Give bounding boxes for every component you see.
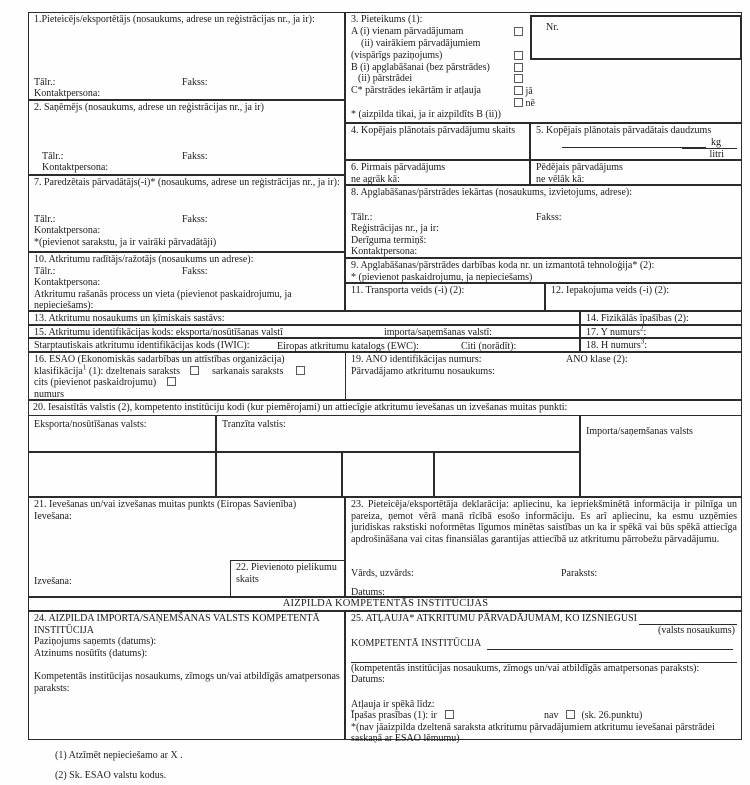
box-12-title: 12. Iepakojuma veids (-i) (2): [551, 285, 670, 296]
box-8-title: 8. Apglabāšanas/pārstrādes iekārtas (nosaukums, izvietojums, adrese): [351, 187, 633, 198]
box-3-title: 3. Pieteikums (1): [351, 14, 423, 25]
box-18-h-number [580, 338, 742, 352]
box-8-phone-row [351, 212, 737, 224]
box-5-total-quantity [530, 123, 742, 160]
quantity-litri-row [536, 148, 737, 161]
fax-label: Fakss: [182, 265, 208, 277]
box-25-title: 25. ATĻAUJA* ATKRITUMU PĀRVADĀJUMAM, KO IZSNIEGUSI [351, 613, 637, 624]
first-shipment-label: 6. Pirmais pārvadājums [351, 162, 446, 173]
option-recovery-label: (ii) pārstrādei [358, 73, 413, 85]
box-16-oecd [28, 352, 346, 400]
checkbox-permit-no [514, 98, 523, 107]
special-requirements-label: Īpašas prasības (1): ir [351, 710, 437, 721]
signature-label: Paraksts: [561, 568, 598, 579]
box-25-title-row [351, 613, 737, 625]
fax-label: Fakss: [182, 150, 208, 162]
checkbox-single-shipment [514, 27, 523, 36]
box-20-empty-transit-1 [216, 452, 342, 497]
box-20-import-cell [580, 415, 742, 497]
box-17-colon: : [643, 327, 647, 338]
box-16-other-label: cits (pievienot paskaidrojumu) [34, 377, 157, 388]
box-19-title: 19. ANO identifikācijas numurs: [351, 354, 482, 365]
box-9-note: * (pievienot paskaidrojumu, ja nepieciešams) [351, 271, 533, 283]
option-disposal [351, 62, 737, 74]
box-16-other [34, 377, 341, 389]
iwic-label: Starptautiskais atkritumu identifikācijas kods (IWIC): [34, 340, 250, 351]
yes-label: jā [525, 86, 533, 98]
box-24-title: 24. AIZPILDA IMPORTA/SAŅEMŠANAS VALSTS KOMPETENTĀ INSTITŪCIJA [34, 613, 320, 636]
box-24-sent: Atzinums nosūtīts (datums): [34, 647, 148, 659]
box-22-title: 22. Pievienoto pielikumu skaits [236, 562, 337, 585]
last-shipment-date-label: ne vēlāk kā: [536, 173, 585, 185]
no-label: nē [525, 98, 535, 110]
box-24-authority-label: Kompetentās institūcijas nosaukums, zīmogs un/vai atbildīgās amatpersonas paraksts: [34, 671, 340, 694]
kg-label: kg [711, 136, 721, 148]
footnote-1: (1) Atzīmēt nepieciešamo ar X . [55, 750, 183, 761]
contact-label: Kontaktpersona: [34, 277, 101, 288]
box-10-phone-row [34, 266, 340, 278]
box-20-export-cell [28, 415, 216, 452]
nr-label: Nr. [546, 22, 559, 33]
box-20-empty-transit-3 [434, 452, 580, 497]
box-21-exit-label: Izvešana: [34, 576, 72, 587]
option-disposal-label: B (i) apglabāšanai (bez pārstrādes) [351, 61, 490, 73]
box-2-phone-row [34, 151, 340, 163]
box-7-title: 7. Paredzētais pārvadātājs(-i)* (nosaukums, adrese un reģistrācijas nr., ja ir): [34, 177, 340, 188]
box-24-import-authority [28, 611, 345, 740]
box-10-process: Atkritumu rašanās process un vieta (pievienot paskaidrojumu, ja nepieciešams): [34, 288, 292, 311]
banner-competent-authorities: AIZPILDA KOMPETENTĀS INSTITŪCIJAS [28, 597, 742, 611]
contact-label: Kontaktpersona: [34, 88, 101, 99]
box-2-title: 2. Saņēmējs (nosaukums, adrese un reģistrācijas nr., ja ir) [34, 102, 264, 113]
box-13-waste-name [28, 311, 580, 325]
ewc-label: Eiropas atkritumu katalogs (EWC): [277, 341, 419, 352]
checkbox-general-notification [514, 51, 523, 60]
box-16-line2 [34, 363, 341, 378]
contact-label: Kontaktpersona: [34, 225, 101, 236]
import-country-label: Importa/saņemšanas valsts [586, 426, 693, 437]
box-21-title: 21. Ievešanas un/vai izvešanas muitas punkts (Eiropas Savienība) [34, 499, 297, 510]
box-25-note: *(nav jāaizpilda dzeltenā saraksta atkritumu pārvadājumiem atkritumu ievešanai pārstrādei saskaņā ar ESAO lēmumu) [351, 721, 715, 744]
box-11-transport [345, 283, 545, 311]
box-1-phone-row [34, 77, 340, 89]
box-9-title: 9. Apglabāšanas/pārstrādes darbības koda nr. un izmantotā tehnoloģija* (2): [351, 260, 655, 271]
box-2-consignee [28, 100, 345, 175]
checkbox-disposal [514, 63, 523, 72]
box-23-declaration [345, 497, 742, 597]
phone-label: Tālr.: [34, 213, 56, 225]
box-20-empty-transit-2 [342, 452, 434, 497]
litri-label: litri [682, 148, 737, 161]
fax-label: Fakss: [182, 213, 208, 225]
contact-label: Kontaktpersona: [351, 246, 418, 257]
box-8-validity: Derīguma termiņš: [351, 234, 427, 246]
box-25-authority-row [351, 638, 737, 650]
first-shipment-date-label: ne agrāk kā: [351, 173, 400, 185]
notification-number-box [530, 15, 742, 60]
box-14-physical [580, 311, 742, 325]
checkbox-other-list [167, 377, 176, 386]
export-country-label: Eksporta/nosūtīšanas valsts: [34, 419, 147, 430]
box-8-facility [345, 185, 742, 258]
nav-label: nav [544, 710, 559, 721]
special-requirements-no [544, 710, 642, 722]
footnote-ref-3: 3 [640, 337, 645, 346]
box-24-received: Paziņojums saņemts (datums): [34, 636, 157, 647]
box-16-yellow-label: (1): dzeltenais saraksts [86, 365, 180, 377]
declaration-text: 23. Pieteicēja/eksportētāja deklarācija: apliecinu, ka iepriekšminētā informācija ir pilnīga un pareiza, ņemot vērā manā rīcībā esošo informāciju. Es arī apliecinu, ka esmu uzņēmies juridiskas rakstiski noformētas līgumos minētas saistības un ka ir spēkā vai būs spēkā attiecīga apdrošināšana vai citas finansiālas garantijas attiecībā uz atkritumu pārrobežu pārvadājumu. [351, 499, 737, 545]
checkbox-yellow-list [190, 366, 199, 375]
see-point-26-label: (sk. 26.punktu) [581, 710, 643, 721]
box-3-note: * (aizpilda tikai, ja ir aizpildīts B (ii)) [351, 109, 501, 121]
box-17-title: 17. Y numurs [586, 327, 640, 338]
box-20-empty-export [28, 452, 216, 497]
box-1-title: 1.Pieteicējs/eksportētājs (nosaukums, adrese un reģistrācijas nr., ja ir): [34, 14, 315, 25]
checkbox-special-yes [445, 710, 454, 719]
phone-label: Tālr.: [34, 76, 56, 88]
option-single-shipment-label: A (i) vienam pārvadājumam [351, 25, 464, 37]
box-9-operation-code [345, 258, 742, 283]
transit-country-label: Tranzīta valstis: [222, 419, 286, 430]
checkbox-permit-yes [514, 86, 523, 95]
box-10-title: 10. Atkritumu radītājs/ražotājs (nosaukums un adrese): [34, 254, 254, 265]
fax-label: Fakss: [536, 211, 562, 223]
box-6-first-shipment [345, 160, 530, 185]
checkbox-recovery [514, 74, 523, 83]
option-multiple-shipments-label: (ii) vairākiem pārvadājumiem [361, 37, 481, 49]
box-15-id-code [28, 325, 580, 338]
box-18-colon: : [644, 340, 648, 351]
box-18-title: 18. H numurs [586, 340, 641, 351]
option-general-notification-label: (vispārīgs paziņojums) [351, 49, 443, 61]
phone-label: Tālr.: [351, 211, 373, 223]
option-facility-permit [351, 85, 737, 97]
option-facility-permit-label: C* pārstrādes iekārtām ir atļauja [351, 85, 481, 97]
box-13-title: 13. Atkritumu nosaukums un ķīmiskais sastāvs: [34, 313, 225, 324]
box-25-sub-caption: (kompetentās institūcijas nosaukums, zīmogs un/vai atbildīgās amatpersonas paraksts): [351, 662, 700, 674]
box-8-registration: Reģistrācijas nr., ja ir: [351, 223, 440, 234]
footnote-2: (2) Sk. ESAO valstu kodus. [55, 770, 167, 781]
footnote-ref-1: 1 [82, 363, 87, 372]
box-16-class-label: klasifikācija [34, 365, 83, 377]
quantity-kg-row [536, 137, 737, 149]
box-7-note: *(pievienot sarakstu, ja ir vairāki pārvadātāji) [34, 236, 217, 248]
box-20-transit-cell [216, 415, 580, 452]
competent-authority-label: KOMPETENTĀ INSTITŪCIJA [351, 638, 482, 649]
box-15-title: 15. Atkritumu identifikācijas kods: eksporta/nosūtīšanas valstī [34, 327, 283, 338]
box-19-un-number [345, 352, 742, 400]
phone-label: Tālr.: [42, 150, 64, 162]
phone-label: Tālr.: [34, 265, 56, 277]
box-25-date-label: Datums: [351, 674, 385, 685]
box-25-valid-until: Atļauja ir spēkā līdz: [351, 698, 435, 710]
citi-label: Citi (norādīt): [461, 341, 517, 352]
box-19-row1 [351, 354, 737, 366]
box-1-applicant [28, 12, 345, 100]
box-17-y-number [580, 325, 742, 338]
box-7-phone-row [34, 214, 340, 226]
box-16-line1: 16. ESAO (Ekonomiskās sadarbības un attīstības organizācija) [34, 354, 285, 365]
box-14-title: 14. Fizikālās īpašības (2): [586, 313, 689, 324]
box-21-entry-label: Ievešana: [34, 510, 72, 522]
box-iwic-row [28, 338, 580, 352]
box-7-carrier [28, 175, 345, 252]
box-10-generator [28, 252, 345, 311]
contact-label: Kontaktpersona: [42, 162, 109, 173]
box-11-title: 11. Transporta veids (-i) (2): [351, 285, 465, 296]
last-shipment-label: Pēdējais pārvadājums [536, 162, 623, 173]
box-15-import-label: importa/saņemšanas valstī: [384, 327, 493, 338]
country-name-caption: (valsts nosaukums) [658, 624, 735, 636]
fax-label: Fakss: [182, 76, 208, 88]
authority-underline [487, 649, 733, 650]
box-5-title: 5. Kopējais plānotais pārvadātais daudzums [536, 125, 712, 136]
box-19-class-label: ANO klase (2): [566, 354, 628, 365]
box-12-packaging [545, 283, 742, 311]
box-6-last-shipment [530, 160, 742, 185]
box-19-waste-name-label: Pārvadājamo atkritumu nosaukums: [351, 365, 495, 377]
box-4-total-shipments [345, 123, 530, 160]
box-20-title: 20. Iesaistītās valstis (2), kompetento institūciju kodi (kur piemērojami) un attiecīgie atkritumu ievešanas un izvešanas muitas punkti: [33, 402, 568, 413]
box-22-annexes [230, 560, 345, 597]
box-16-number-label: numurs [34, 388, 64, 400]
checkbox-red-list [296, 366, 305, 375]
declaration-name-row [351, 568, 737, 580]
box-16-red-label: sarkanais saraksts [211, 365, 284, 377]
date-label: Datums: [351, 587, 385, 598]
box-25-authorization [345, 611, 742, 744]
name-surname-label: Vārds, uzvārds: [351, 568, 414, 579]
checkbox-special-no [566, 710, 575, 719]
option-facility-permit-no [351, 97, 737, 109]
box-4-title: 4. Kopējais plānotais pārvadājumu skaits [351, 125, 516, 136]
special-requirements-row [351, 710, 737, 722]
footnote-ref-2: 2 [639, 324, 644, 333]
option-recovery [351, 73, 737, 85]
